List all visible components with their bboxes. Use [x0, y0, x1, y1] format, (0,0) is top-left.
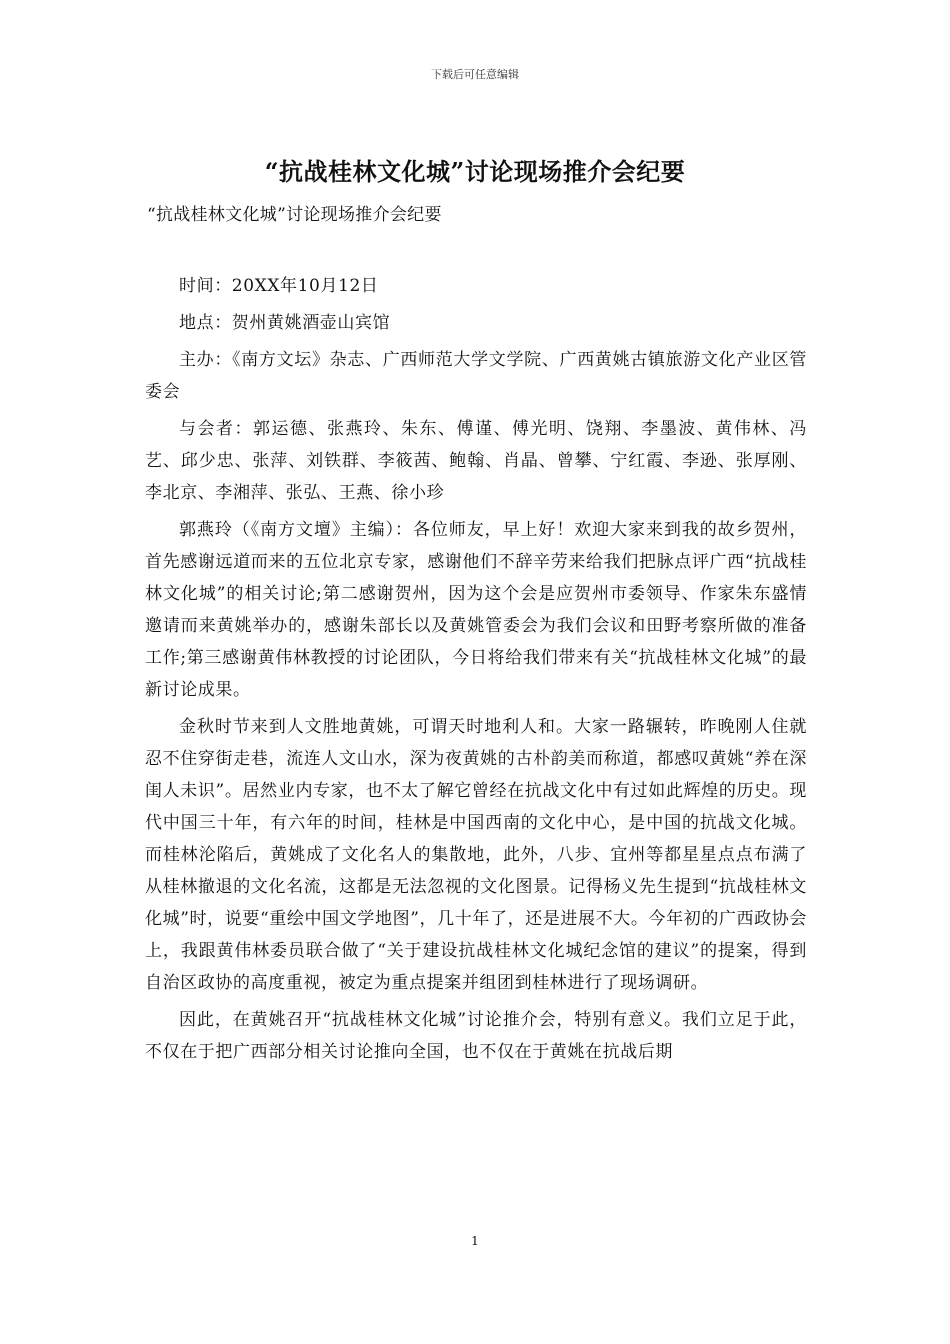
- meta-time: 时间：20XX年10月12日: [179, 276, 379, 296]
- meta-host: 主办：《南方文坛》杂志、广西师范大学文学院、广西黄姚古镇旅游文化产业区管委会: [145, 350, 807, 402]
- meta-place: 地点：贺州黄姚酒壶山宾馆: [179, 313, 391, 333]
- document-body: [145, 270, 807, 1073]
- document-subtitle: “抗战桂林文化城”讨论现场推介会纪要: [147, 205, 442, 225]
- document-title: “抗战桂林文化城”讨论现场推介会纪要: [264, 157, 686, 186]
- paragraph: 郭燕玲（《南方文壇》主编）：各位师友，早上好！欢迎大家来到我的故乡贺州，首先感谢远道而来的五位北京专家，感谢他们不辞辛劳来给我们把脉点评广西“抗战桂林文化城”的相关讨论;第二感谢贺州，因为这个会是应贺州市委领导、作家朱东盛情邀请而来黄姚举办的，感谢朱部长以及黄姚管委会为我们会议和田野考察所做的准备工作;第三感谢黄伟林教授的讨论团队，今日将给我们带来有关“抗战桂林文化城”的最新讨论成果。: [145, 520, 807, 700]
- header-note: 下载后可任意编辑: [431, 68, 519, 81]
- page-number: 1: [471, 1234, 479, 1248]
- meta-attendees: 与会者：郭运德、张燕玲、朱东、傅谨、傅光明、饶翔、李墨波、黄伟林、冯艺、邱少忠、张萍、刘铁群、李筱茜、鲍翰、肖晶、曾攀、宁红霞、李逊、张厚刚、李北京、李湘萍、张弘、王燕、徐小珍: [145, 419, 807, 503]
- paragraph: 因此，在黄姚召开“抗战桂林文化城”讨论推介会，特别有意义。我们立足于此，不仅在于把广西部分相关讨论推向全国，也不仅在于黄姚在抗战后期: [145, 1010, 807, 1062]
- paragraph: 金秋时节来到人文胜地黄姚，可谓天时地利人和。大家一路辗转，昨晚刚人住就忍不住穿街走巷，流连人文山水，深为夜黄姚的古朴韵美而称道，都感叹黄姚“养在深闺人未识”。居然业内专家，也不太了解它曾经在抗战文化中有过如此辉煌的历史。现代中国三十年，有六年的时间，桂林是中国西南的文化中心，是中国的抗战文化城。而桂林沦陷后，黄姚成了文化名人的集散地，此外，八步、宜州等都星星点点布满了从桂林撤退的文化名流，这都是无法忽视的文化图景。记得杨义先生提到“抗战桂林文化城”时，说要“重绘中国文学地图”，几十年了，还是进展不大。今年初的广西政协会上，我跟黄伟林委员联合做了“关于建设抗战桂林文化城纪念馆的建议”的提案，得到自治区政协的高度重视，被定为重点提案并组团到桂林进行了现场调研。: [145, 717, 807, 993]
